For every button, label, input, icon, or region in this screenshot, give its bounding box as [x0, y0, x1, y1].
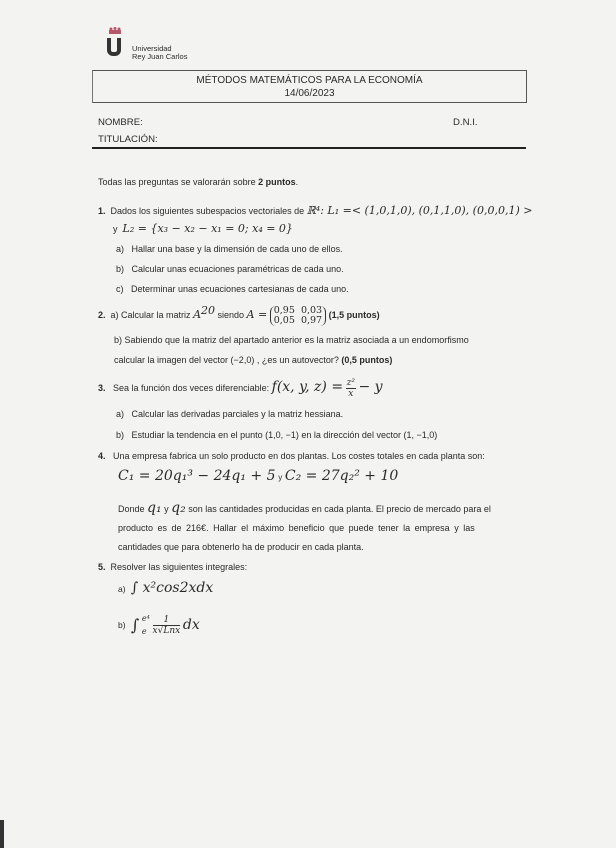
question-5a: a) ∫ x²cos2xdx — [118, 580, 214, 596]
name-label: NOMBRE: — [98, 117, 143, 128]
scan-edge-mark — [0, 820, 4, 848]
question-1a: a) Hallar una base y la dimensión de cada uno de ellos. — [116, 244, 343, 254]
question-2a: 2. a) Calcular la matriz $A^{20}$ siendo A = 0,95 0,03 0,05 0,97 (1,5 puntos) — [98, 304, 380, 326]
degree-label: TITULACIÓN: — [98, 134, 158, 145]
question-1: 1. Dados los siguientes subespacios vectoriales de ℝ⁴: L₁ =< (1,0,1,0), (0,1,1,0), (0,0,0,1) > — [98, 204, 533, 217]
intro-text: Todas las preguntas se valorarán sobre 2 puntos. — [98, 177, 299, 187]
logo-u-mark — [107, 38, 121, 56]
cost-functions: C₁ = 20q₁³ − 24q₁ + 5 y C₂ = 27q₂² + 10 — [118, 468, 399, 484]
integrand-fraction: $\frac{1}{\text{x√Lnx}}$ — [152, 614, 181, 636]
question-2b-line2: calcular la imagen del vector (−2,0) , ¿es un autovector? (0,5 puntos) — [114, 355, 393, 365]
integral-limits: e⁴ e — [141, 614, 150, 636]
question-4: 4. Una empresa fabrica un solo producto en dos plantas. Los costes totales en cada planta son: — [98, 451, 485, 461]
title-box — [92, 70, 527, 103]
question-5: 5. Resolver las siguientes integrales: — [98, 562, 248, 572]
header-divider — [92, 147, 526, 149]
matrix-a: 0,95 0,03 0,05 0,97 — [270, 306, 326, 326]
question-3b: b) Estudiar la tendencia en el punto (1,0, −1) en la dirección del vector (1, −1,0) — [116, 430, 438, 440]
question-4-line1: Donde q₁ y q₂ son las cantidades producidas en cada planta. El precio de mercado para el — [118, 500, 491, 516]
question-5b: b) ∫ e⁴ e $\frac{1}{\text{x√Lnx}}$ dx — [118, 614, 200, 636]
university-line2: Rey Juan Carlos — [132, 52, 188, 61]
question-2b-line1: b) Sabiendo que la matriz del apartado anterior es la matriz asociada a un endomorfismo — [114, 335, 469, 345]
university-line1: Universidad — [132, 44, 172, 53]
university-name — [132, 45, 187, 61]
exam-date: 14/06/2023 — [284, 88, 335, 99]
course-title: MÉTODOS MATEMÁTICOS PARA LA ECONOMÍA — [196, 75, 423, 86]
question-1-l2: y L₂ = {x₃ − x₂ − x₁ = 0; x₄ = 0} — [113, 222, 293, 235]
question-4-line3: cantidades que para obtenerlo ha de producir en cada planta. — [118, 542, 364, 552]
question-3a: a) Calcular las derivadas parciales y la matriz hessiana. — [116, 409, 344, 419]
fraction: $\frac{\text{z²}}{x}$ — [346, 378, 355, 399]
question-1c: c) Determinar unas ecuaciones cartesianas de cada uno. — [116, 284, 349, 294]
question-3: 3. Sea la función dos veces diferenciable: f(x, y, z) = $\frac{\text{z²}}{x} - y$ — [98, 378, 383, 399]
question-4-line2: producto es de 216€. Hallar el máximo beneficio que puede tener la empresa y las — [118, 523, 475, 533]
question-1b: b) Calcular unas ecuaciones paramétricas de cada uno. — [116, 264, 344, 274]
dni-label: D.N.I. — [453, 117, 478, 128]
crown-icon — [109, 27, 121, 35]
